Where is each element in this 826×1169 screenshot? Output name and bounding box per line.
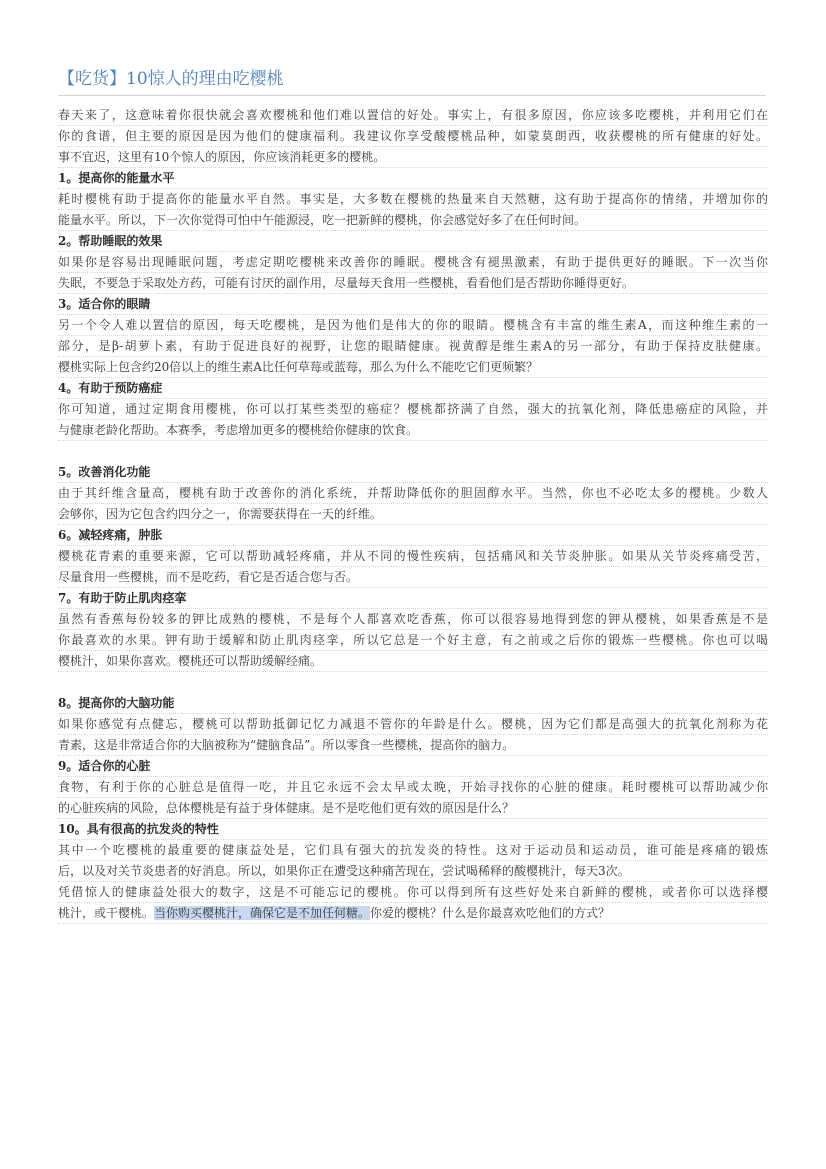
page-title: 【吃货】10惊人的理由吃樱桃	[58, 69, 284, 89]
section-heading-8: 8。提高你的大脑功能	[58, 693, 768, 714]
section-line: 樱桃实际上包含约20倍以上的维生素A比任何草莓或蓝莓，那么为什么不能吃它们更频繁？	[58, 357, 768, 378]
intro-line: 事不宜迟，这里有10个惊人的原因，你应该消耗更多的樱桃。	[58, 147, 768, 168]
spacer	[58, 672, 768, 693]
section-line: 其中一个吃樱桃的最重要的健康益处是，它们具有强大的抗发炎的特性。这对于运动员和运动员，谁可能是疼痛的锻炼	[58, 840, 768, 861]
section-heading-10: 10。具有很高的抗发炎的特性	[58, 819, 768, 840]
section-heading-9: 9。适合你的心脏	[58, 756, 768, 777]
intro-line: 春天来了，这意味着你很快就会喜欢樱桃和他们难以置信的好处。事实上，有很多原因，你应该多吃樱桃，并利用它们在	[58, 105, 768, 126]
section-heading-7: 7。有助于防止肌肉痉挛	[58, 588, 768, 609]
section-line: 会够你，因为它包含约四分之一，你需要获得在一天的纤维。	[58, 504, 768, 525]
section-heading-3: 3。适合你的眼睛	[58, 294, 768, 315]
section-line: 虽然有香蕉每份较多的钾比成熟的樱桃，不是每个人都喜欢吃香蕉，你可以很容易地得到您的钾从樱桃，如果香蕉是不是	[58, 609, 768, 630]
section-line: 如果你是容易出现睡眠问题，考虑定期吃樱桃来改善你的睡眠。樱桃含有褪黑激素，有助于提供更好的睡眠。下一次当你	[58, 252, 768, 273]
section-line: 的心脏疾病的风险，总体樱桃是有益于身体健康。是不是吃他们更有效的原因是什么？	[58, 798, 768, 819]
closing-line	[58, 903, 768, 924]
section-line: 食物，有利于你的心脏总是值得一吃，并且它永远不会太早或太晚，开始寻找你的心脏的健康。耗时樱桃可以帮助减少你	[58, 777, 768, 798]
intro-line: 你的食谱，但主要的原因是因为他们的健康福利。我建议你享受酸樱桃品种，如蒙莫朗西，收获樱桃的所有健康的好处。	[58, 126, 768, 147]
closing-text: 你爱的樱桃？什么是你最喜欢吃他们的方式？	[370, 906, 611, 920]
closing-text: 桃汁，或干樱桃。	[58, 906, 155, 920]
section-line: 由于其纤维含量高，樱桃有助于改善你的消化系统，并帮助降低你的胆固醇水平。当然，你也不必吃太多的樱桃。少数人	[58, 483, 768, 504]
title-divider	[58, 95, 766, 96]
section-heading-4: 4。有助于预防癌症	[58, 378, 768, 399]
selected-text[interactable]: 当你购买樱桃汁，确保它是不加任何糖。	[154, 906, 371, 920]
section-line: 另一个令人难以置信的原因，每天吃樱桃，是因为他们是伟大的你的眼睛。樱桃含有丰富的维生素A，而这种维生素的一	[58, 315, 768, 336]
section-line: 后，以及对关节炎患者的好消息。所以，如果你正在遭受这种痛苦现在，尝试喝稀释的酸樱桃汁，每天3次。	[58, 861, 768, 882]
section-line: 樱桃花青素的重要来源，它可以帮助减轻疼痛，并从不同的慢性疾病，包括痛风和关节炎肿胀。如果从关节炎疼痛受苦，	[58, 546, 768, 567]
section-line: 青素，这是非常适合你的大脑被称为“健脑食品”。所以零食一些樱桃，提高你的脑力。	[58, 735, 768, 756]
closing-line: 凭借惊人的健康益处很大的数字，这是不可能忘记的樱桃。你可以得到所有这些好处来自新鲜的樱桃，或者你可以选择樱	[58, 882, 768, 903]
section-line: 耗时樱桃有助于提高你的能量水平自然。事实是，大多数在樱桃的热量来自天然糖，这有助于提高你的情绪，并增加你的	[58, 189, 768, 210]
section-line: 尽量食用一些樱桃，而不是吃药，看它是否适合您与否。	[58, 567, 768, 588]
section-heading-6: 6。减轻疼痛，肿胀	[58, 525, 768, 546]
section-heading-5: 5。改善消化功能	[58, 462, 768, 483]
article-body	[58, 105, 768, 924]
section-heading-1: 1。提高你的能量水平	[58, 168, 768, 189]
section-line: 部分，是β-胡萝卜素，有助于促进良好的视野，让您的眼睛健康。视黄醇是维生素A的另一部分，有助于保持皮肤健康。	[58, 336, 768, 357]
section-line: 樱桃汁，如果你喜欢。樱桃还可以帮助缓解经痛。	[58, 651, 768, 672]
section-line: 能量水平。所以，下一次你觉得可怕中午能源浸，吃一把新鲜的樱桃，你会感觉好多了在任何时间。	[58, 210, 768, 231]
section-line: 你可知道，通过定期食用樱桃，你可以打某些类型的癌症？樱桃都挤满了自然，强大的抗氧化剂，降低患癌症的风险，并	[58, 399, 768, 420]
section-heading-2: 2。帮助睡眠的效果	[58, 231, 768, 252]
section-line: 与健康老龄化帮助。本赛季，考虑增加更多的樱桃给你健康的饮食。	[58, 420, 768, 441]
section-line: 失眠，不要急于采取处方药，可能有讨厌的副作用，尽量每天食用一些樱桃，看看他们是否帮助你睡得更好。	[58, 273, 768, 294]
section-line: 你最喜欢的水果。钾有助于缓解和防止肌肉痉挛，所以它总是一个好主意，有之前或之后你的锻炼一些樱桃。你也可以喝	[58, 630, 768, 651]
spacer	[58, 441, 768, 462]
section-line: 如果你感觉有点健忘，樱桃可以帮助抵御记忆力减退不管你的年龄是什么。樱桃，因为它们都是高强大的抗氧化剂称为花	[58, 714, 768, 735]
